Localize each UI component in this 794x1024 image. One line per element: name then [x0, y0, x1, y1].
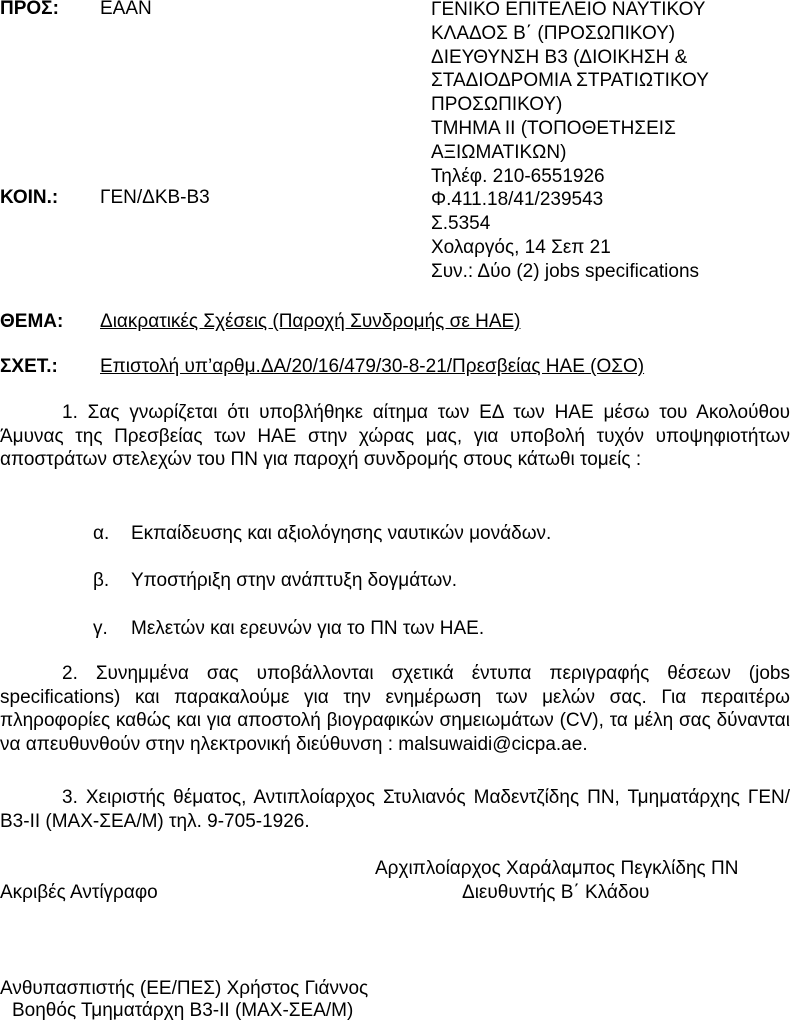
reference-label: ΣΧΕΤ.:: [0, 356, 58, 377]
sender-line: ΣΤΑΔΙΟΔΡΟΜΙΑ ΣΤΡΑΤΙΩΤΙΚΟΥ: [431, 70, 709, 92]
sender-phone: Τηλέφ. 210-6551926: [431, 165, 605, 187]
cc-recipient: ΓΕΝ/ΔΚΒ-Β3: [100, 187, 210, 208]
cc-label: ΚΟΙΝ.:: [0, 187, 59, 208]
reference-text: Επιστολή υπ’αρθμ.ΔΑ/20/16/479/30-8-21/Πρεσβείας ΗΑΕ (ΟΣΟ): [100, 356, 645, 377]
list-item: [93, 523, 551, 545]
list-item-text: Μελετών και ερευνών για το ΠΝ των ΗΑΕ.: [131, 618, 485, 639]
list-item-label: γ.: [93, 618, 108, 639]
paragraph-1: 1. Σας γνωρίζεται ότι υποβλήθηκε αίτημα των ΕΔ των ΗΑΕ μέσω του Ακολούθου Άμυνας της Πρεσβείας των ΗΑΕ στην χώρας μας, για υποβολή τυχόν υποψηφιοτήτων αποστράτων στελεχών του ΠΝ για παροχή συνδρομής στους κάτωθι τομείς :: [0, 402, 790, 470]
sender-block: [431, 0, 709, 284]
copy-certifier-name: Ανθυπασπιστής (ΕΕ/ΠΕΣ) Χρήστος Γιάννος: [0, 978, 369, 999]
sender-line: ΚΛΑΔΟΣ Β΄ (ΠΡΟΣΩΠΙΚΟΥ): [431, 22, 676, 44]
sender-line: ΔΙΕΥΘΥΝΣΗ Β3 (ΔΙΟΙΚΗΣΗ &: [431, 46, 688, 68]
file-number: Φ.411.18/41/239543: [431, 189, 604, 211]
list-item-text: Εκπαίδευσης και αξιολόγησης ναυτικών μονάδων.: [131, 523, 552, 544]
to-recipient: ΕΑΑΝ: [100, 0, 152, 19]
subject-label: ΘΕΜΑ:: [0, 311, 64, 332]
exact-copy-label: Ακριβές Αντίγραφο: [0, 882, 158, 903]
paragraph-2: 2. Συνημμένα σας υποβάλλονται σχετικά έντυπα περιγραφής θέσεων (jobs specifications) και παρακαλούμε για την ενημέρωση των μελών σας. Για περαιτέρω πληροφορίες καθώς και για αποστολή βιογραφικών σημειωμάτων (CV), τα μέλη σας δύνανται να απευθυνθούν στην ηλεκτρονική διεύθυνση : malsuwaidi@cicpa.ae.: [0, 663, 790, 755]
sender-line: ΤΜΗΜΑ ΙΙ (ΤΟΠΟΘΕΤΗΣΕΙΣ: [431, 117, 676, 139]
to-label: ΠΡΟΣ:: [0, 0, 59, 19]
list-item-label: β.: [93, 570, 110, 591]
list-item-text: Υποστήριξη στην ανάπτυξη δογμάτων.: [131, 570, 458, 591]
serial-number: Σ.5354: [431, 213, 491, 235]
list-item-label: α.: [93, 523, 110, 544]
attachments: Συν.: Δύο (2) jobs specifications: [431, 260, 700, 282]
signatory-name: Αρχιπλοίαρχος Χαράλαμπος Πεγκλίδης ΠΝ: [375, 858, 739, 879]
signatory-title: Διευθυντής Β΄ Κλάδου: [462, 882, 650, 903]
list-item: [93, 618, 484, 640]
sender-line: ΠΡΟΣΩΠΙΚΟΥ): [431, 94, 563, 116]
copy-certifier-title: Βοηθός Τμηματάρχη Β3-ΙΙ (ΜΑΧ-ΣΕΑ/Μ): [12, 1000, 354, 1021]
sender-line: ΓΕΝΙΚΟ ΕΠΙΤΕΛΕΙΟ ΝΑΥΤΙΚΟΥ: [431, 0, 706, 20]
list-item: [93, 570, 457, 592]
sender-line: ΑΞΙΩΜΑΤΙΚΩΝ): [431, 141, 567, 163]
place-date: Χολαργός, 14 Σεπ 21: [431, 236, 611, 258]
subject-text: Διακρατικές Σχέσεις (Παροχή Συνδρομής σε ΗΑΕ): [100, 311, 521, 332]
paragraph-3: 3. Χειριστής θέματος, Αντιπλοίαρχος Στυλιανός Μαδεντζίδης ΠΝ, Τμηματάρχης ΓΕΝ/Β3-ΙΙ (ΜΑΧ-ΣΕΑ/Μ) τηλ. 9-705-1926.: [0, 787, 790, 832]
